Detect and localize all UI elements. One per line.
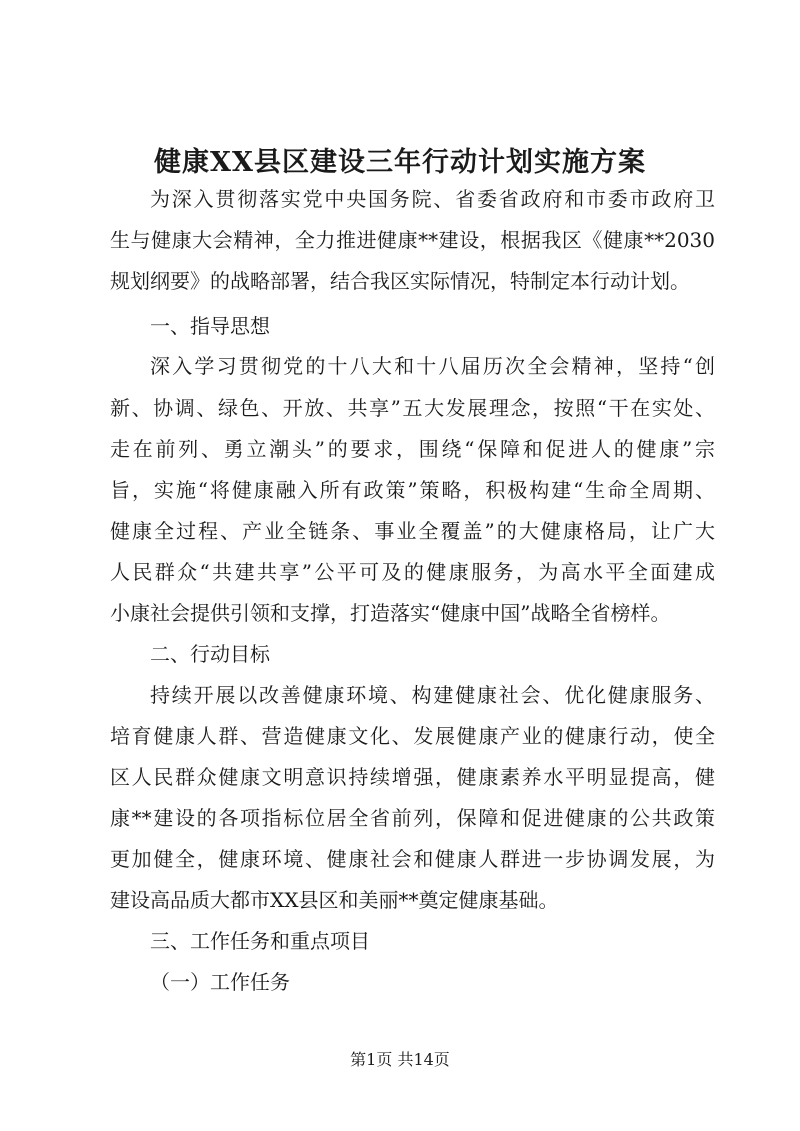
section-2-line-5: 更加健全，健康环境、健康社会和健康人群进一步协调发展，为 xyxy=(110,847,715,871)
section-1-line-7: 小康社会提供引领和支撑，打造落实“健康中国”战略全省榜样。 xyxy=(110,601,671,625)
page-number-footer: 第1页 共14页 xyxy=(350,1050,450,1069)
section-1-line-1: 深入学习贯彻党的十八大和十八届历次全会精神，坚持“创 xyxy=(150,354,715,378)
section-3-heading: 三、工作任务和重点项目 xyxy=(150,929,370,953)
intro-line-3: 规划纲要》的战略部署，结合我区实际情况，特制定本行动计划。 xyxy=(110,269,690,293)
intro-line-1: 为深入贯彻落实党中央国务院、省委省政府和市委市政府卫 xyxy=(150,187,715,211)
section-1-line-3: 走在前列、勇立潮头”的要求，围绕“保障和促进人的健康”宗 xyxy=(110,437,715,461)
section-2-line-1: 持续开展以改善健康环境、构建健康社会、优化健康服务、 xyxy=(150,683,715,707)
section-2-line-3: 区人民群众健康文明意识持续增强，健康素养水平明显提高，健 xyxy=(110,765,715,789)
intro-line-2: 生与健康大会精神，全力推进健康**建设，根据我区《健康**2030 xyxy=(110,228,715,252)
section-2-heading: 二、行动目标 xyxy=(150,642,270,666)
section-3-subheading: （一）工作任务 xyxy=(150,970,290,994)
section-1-line-6: 人民群众“共建共享”公平可及的健康服务，为高水平全面建成 xyxy=(110,560,715,584)
section-2-line-4: 康**建设的各项指标位居全省前列，保障和促进健康的公共政策 xyxy=(110,806,715,830)
section-1-line-4: 旨，实施“将健康融入所有政策”策略，积极构建“生命全周期、 xyxy=(110,478,715,502)
section-1-line-2: 新、协调、绿色、开放、共享”五大发展理念，按照“干在实处、 xyxy=(110,396,715,420)
document-title: 健康XX县区建设三年行动计划实施方案 xyxy=(154,147,646,178)
section-2-line-6: 建设高品质大都市XX县区和美丽**奠定健康基础。 xyxy=(110,888,559,912)
section-1-line-5: 健康全过程、产业全链条、事业全覆盖”的大健康格局，让广大 xyxy=(110,519,715,543)
section-2-line-2: 培育健康人群、营造健康文化、发展健康产业的健康行动，使全 xyxy=(110,724,715,748)
section-1-heading: 一、指导思想 xyxy=(150,314,270,338)
